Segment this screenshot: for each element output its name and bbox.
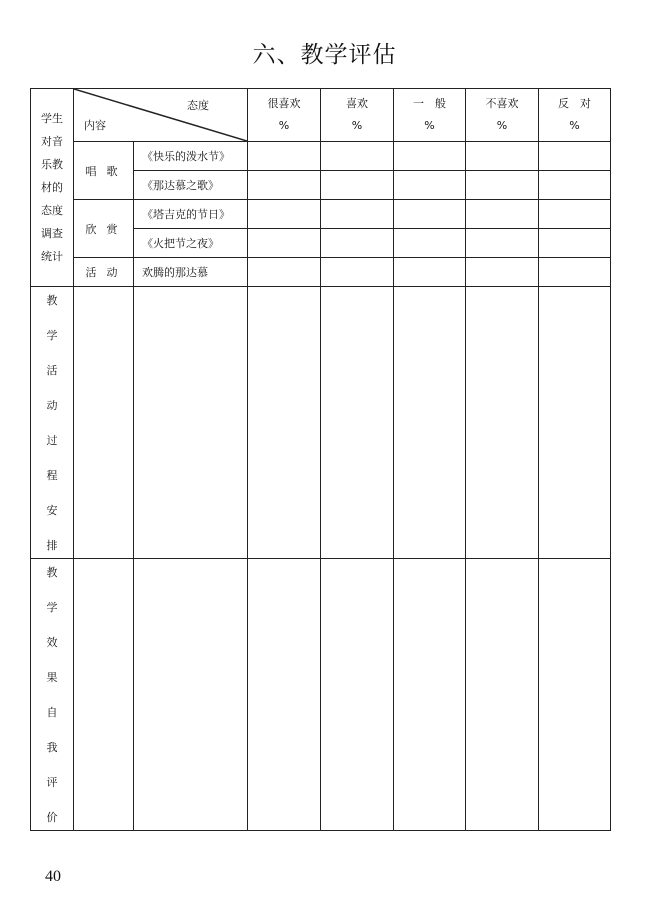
blank-cell (321, 229, 394, 258)
blank-cell (539, 229, 611, 258)
blank-cell (394, 229, 466, 258)
col-header-dislike (466, 89, 539, 142)
blank-cell (394, 171, 466, 200)
diagonal-header-cell (74, 89, 248, 142)
side-label-line: 学生 (41, 112, 63, 125)
blank-cell (74, 559, 134, 831)
blank-cell (539, 142, 611, 171)
blank-cell (248, 258, 321, 287)
table-row (31, 142, 611, 171)
self-evaluation-label (31, 559, 74, 831)
side-label-line: 乐教 (41, 158, 63, 171)
blank-cell (321, 142, 394, 171)
col-header-label: 喜欢 (346, 97, 368, 110)
side-label-line: 对音 (41, 135, 63, 148)
process-section-label (31, 287, 74, 559)
diag-content-label: 内容 (84, 119, 106, 132)
blank-cell (539, 287, 611, 559)
vertical-label-char: 学 (46, 601, 58, 614)
blank-cell (134, 559, 248, 831)
vertical-label-char: 评 (46, 776, 58, 789)
song-title: 《那达慕之歌》 (134, 171, 248, 200)
vertical-label-char: 活 (46, 364, 58, 377)
page-title: 六、教学评估 (252, 42, 397, 68)
vertical-label-char: 自 (46, 706, 58, 719)
blank-cell (466, 229, 539, 258)
blank-cell (394, 559, 466, 831)
vertical-label-char: 程 (46, 469, 58, 482)
self-evaluation-label-text (31, 564, 73, 825)
blank-cell (321, 258, 394, 287)
activity-title: 欢腾的那达慕 (134, 258, 248, 287)
side-label-line: 态度 (41, 204, 63, 217)
blank-cell (466, 200, 539, 229)
category-appreciation: 欣赏 (74, 200, 134, 258)
blank-cell (248, 287, 321, 559)
blank-cell (394, 287, 466, 559)
blank-cell (466, 258, 539, 287)
page-number: 40 (45, 868, 61, 885)
col-header-unit: % (351, 119, 363, 132)
vertical-label-char: 动 (46, 399, 58, 412)
col-header-oppose (539, 89, 611, 142)
col-header-unit: % (278, 119, 290, 132)
blank-cell (321, 200, 394, 229)
col-header-like (321, 89, 394, 142)
vertical-label-char: 效 (46, 636, 58, 649)
blank-cell (321, 559, 394, 831)
blank-cell (248, 142, 321, 171)
table-row (31, 258, 611, 287)
vertical-label-char: 我 (46, 741, 58, 754)
col-header-label: 很喜欢 (267, 97, 301, 110)
blank-cell (466, 171, 539, 200)
self-evaluation-row (31, 559, 611, 831)
col-header-label: 反 对 (558, 97, 591, 110)
evaluation-table (30, 88, 611, 831)
vertical-label-char: 价 (46, 811, 58, 824)
vertical-label-char: 学 (46, 329, 58, 342)
col-header-label: 一 般 (413, 97, 446, 110)
col-header-unit: % (569, 119, 580, 132)
blank-cell (248, 559, 321, 831)
blank-cell (539, 171, 611, 200)
process-section-row (31, 287, 611, 559)
vertical-label-char: 果 (46, 671, 58, 684)
header-row (31, 89, 611, 142)
blank-cell (248, 229, 321, 258)
vertical-label-char: 安 (46, 504, 58, 517)
blank-cell (539, 200, 611, 229)
blank-cell (74, 287, 134, 559)
blank-cell (321, 287, 394, 559)
table-row (31, 200, 611, 229)
vertical-label-char: 排 (46, 539, 58, 552)
blank-cell (539, 258, 611, 287)
blank-cell (134, 287, 248, 559)
survey-side-label (31, 89, 74, 287)
blank-cell (539, 559, 611, 831)
col-header-unit: % (424, 119, 435, 132)
song-title: 《快乐的泼水节》 (134, 142, 248, 171)
col-header-unit: % (496, 119, 508, 132)
blank-cell (466, 287, 539, 559)
blank-cell (321, 171, 394, 200)
blank-cell (248, 200, 321, 229)
survey-side-label-text (33, 107, 71, 268)
blank-cell (394, 200, 466, 229)
diagonal-line (74, 89, 247, 141)
category-activity: 活动 (74, 258, 134, 287)
vertical-label-char: 过 (46, 434, 58, 447)
side-label-line: 材的 (41, 181, 63, 194)
blank-cell (466, 559, 539, 831)
vertical-label-char: 教 (46, 294, 58, 307)
piece-title: 《火把节之夜》 (134, 229, 248, 258)
blank-cell (394, 142, 466, 171)
col-header-very-like (248, 89, 321, 142)
side-label-line: 统计 (41, 250, 63, 263)
col-header-label: 不喜欢 (485, 97, 519, 110)
col-header-neutral (394, 89, 466, 142)
category-singing: 唱歌 (74, 142, 134, 200)
diag-attitude-label: 态度 (187, 99, 209, 112)
piece-title: 《塔吉克的节日》 (134, 200, 248, 229)
blank-cell (394, 258, 466, 287)
side-label-line: 调查 (41, 227, 63, 240)
vertical-label-char: 教 (46, 566, 58, 579)
blank-cell (466, 142, 539, 171)
blank-cell (248, 171, 321, 200)
process-section-label-text (31, 292, 73, 553)
